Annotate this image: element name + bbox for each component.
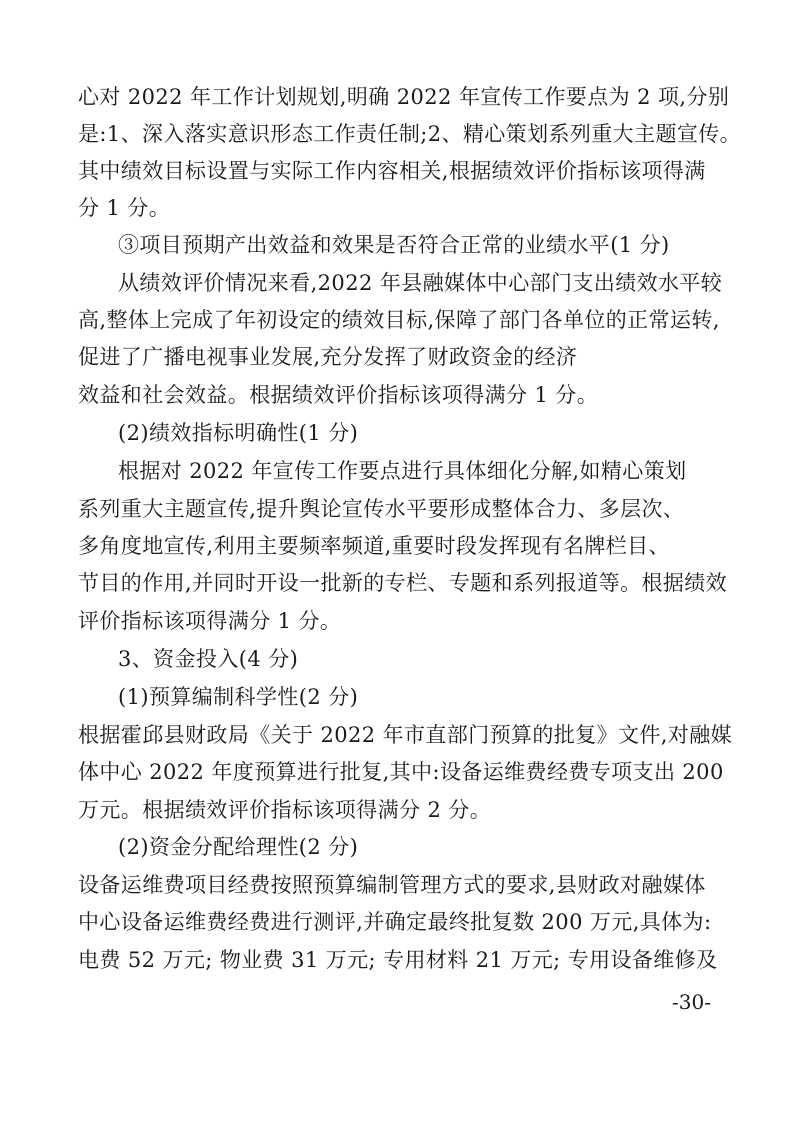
- text-line: 根据霍邱县财政局《关于 2022 年市直部门预算的批复》文件,对融媒: [78, 723, 733, 747]
- text-line: 设备运维费项目经费按照预算编制管理方式的要求,县财政对融媒体: [78, 873, 706, 897]
- text-line: 促进了广播电视事业发展,充分发挥了财政资金的经济: [78, 345, 578, 369]
- text-line: 评价指标该项得满分 1 分。: [78, 609, 342, 633]
- section-heading: ③项目预期产出效益和效果是否符合正常的业绩水平(1 分): [118, 233, 670, 257]
- text-line: 系列重大主题宣传,提升舆论宣传水平要形成整体合力、多层次、: [78, 497, 685, 521]
- text-line: 电费 52 万元; 物业费 31 万元; 专用材料 21 万元; 专用设备维修及: [78, 948, 718, 972]
- section-heading: 3、资金投入(4 分): [118, 647, 299, 671]
- text-line: 体中心 2022 年度预算进行批复,其中:设备运维费经费专项支出 200: [78, 760, 724, 784]
- text-line: 从绩效评价情况来看,2022 年县融媒体中心部门支出绩效水平较: [118, 271, 723, 295]
- page-number: -30-: [672, 990, 711, 1014]
- section-heading: (2)绩效指标明确性(1 分): [118, 421, 359, 445]
- text-line: 多角度地宣传,利用主要频率频道,重要时段发挥现有名牌栏目、: [78, 534, 670, 558]
- text-line: 其中绩效目标设置与实际工作内容相关,根据绩效评价指标该项得满: [78, 159, 706, 183]
- text-line: 效益和社会效益。根据绩效评价指标该项得满分 1 分。: [78, 383, 599, 407]
- section-heading: (1)预算编制科学性(2 分): [118, 685, 359, 709]
- text-line: 根据对 2022 年宣传工作要点进行具体细化分解,如精心策划: [118, 459, 687, 483]
- text-line: 中心设备运维费经费进行测评,并确定最终批复数 200 万元,具体为:: [78, 910, 712, 934]
- section-heading: (2)资金分配给理性(2 分): [118, 835, 359, 859]
- text-line: 高,整体上完成了年初设定的绩效目标,保障了部门各单位的正常运转,: [78, 308, 720, 332]
- text-line: 分 1 分。: [78, 196, 171, 220]
- text-line: 万元。根据绩效评价指标该项得满分 2 分。: [78, 798, 492, 822]
- text-line: 心对 2022 年工作计划规划,明确 2022 年宣传工作要点为 2 项,分别: [78, 85, 730, 109]
- text-line: 是:1、深入落实意识形态工作责任制;2、精心策划系列重大主题宣传。: [78, 122, 742, 146]
- text-line: 节目的作用,并同时开设一批新的专栏、专题和系列报道等。根据绩效: [78, 571, 728, 595]
